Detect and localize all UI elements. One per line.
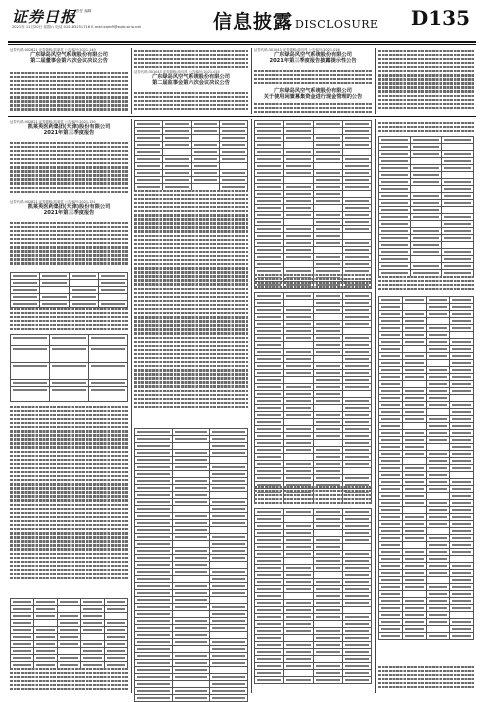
- announcement-title-line-2: 2021年第三季度报告: [43, 210, 95, 217]
- column-divider: [131, 119, 132, 693]
- masthead-rule-thin: [8, 44, 476, 45]
- announcement-title-line-2: 关于使用闲置募集资金进行现金管理的公告: [263, 94, 363, 101]
- text-column-far-right-b: [378, 274, 474, 294]
- text-column-left-d: [10, 404, 128, 594]
- column-divider: [251, 119, 252, 693]
- section-title: [213, 7, 379, 34]
- publication-meta: [76, 9, 92, 13]
- page-number: D135: [410, 6, 470, 30]
- text-column-top-right-b: [254, 101, 372, 114]
- announcement-board-resolution: [10, 48, 128, 64]
- announcement-q3-report-1: [10, 120, 128, 136]
- newspaper-logo: 证券日报: [12, 8, 77, 26]
- text-column-right-b: [254, 484, 372, 506]
- announcement-title-line-1: 广东绿岛风空气系统股份有限公司: [30, 52, 108, 58]
- announcement-supervisor-resolution: [134, 70, 248, 86]
- announcement-head: 证券代码:002821 证券简称:凯莱英 公告编号:2021-151: [10, 200, 96, 204]
- announcement-head: 证券代码:002821 证券简称:凯莱英 公告编号:2021-149: [10, 48, 96, 52]
- data-table-far-right-1: [378, 136, 474, 277]
- data-table-mid-1: [134, 120, 248, 191]
- announcement-head: 证券代码:002821 证券简称:凯莱英 公告编号:2021-150: [10, 120, 96, 124]
- data-table-right-2: [254, 292, 372, 503]
- text-column-top-far-right: [378, 48, 474, 114]
- announcement-title-line-2: 第二届监事会第六次会议决议公告: [152, 80, 230, 87]
- data-table-mid-2: [134, 428, 248, 702]
- masthead-rule: [8, 41, 476, 43]
- announcement-quarterly-report-notice: [254, 48, 372, 64]
- text-column-top-right-a: [254, 68, 372, 88]
- announcement-title-line-2: 2021年第三季度报告披露提示性公告: [269, 58, 357, 65]
- announcement-title-line-1: 广东绿岛风空气系统股份有限公司: [152, 74, 230, 80]
- column-divider: [375, 48, 376, 114]
- text-column-right-a: [254, 272, 372, 290]
- text-column-left-c: [10, 306, 128, 332]
- announcement-head: 证券代码:301043 证券简称:绿岛风 公告编号:2021-015: [134, 70, 220, 74]
- column-divider: [375, 119, 376, 693]
- data-table-left-3: [10, 598, 128, 669]
- announcement-title-line-1: 凯莱英医药集团(天津)股份有限公司: [27, 124, 111, 130]
- text-column-top-left: [10, 70, 128, 112]
- data-table-left-2: [10, 334, 128, 402]
- data-table-right-1: [254, 120, 372, 289]
- text-column-left-a: [10, 140, 128, 198]
- text-column-far-right-a: [378, 120, 474, 134]
- text-column-far-right-c: [378, 664, 474, 692]
- text-column-top-mid-a: [134, 48, 248, 70]
- announcement-title-line-1: 广东绿岛风空气系统股份有限公司: [274, 52, 352, 58]
- data-table-right-3: [254, 508, 372, 684]
- text-column-left-e: [10, 666, 128, 692]
- announcement-title-line-1: 广东绿岛风空气系统股份有限公司: [274, 88, 352, 94]
- section-title-en: DISCLOSURE: [295, 18, 379, 31]
- text-column-mid-a: [134, 188, 248, 426]
- announcement-q3-report-2: [10, 200, 128, 216]
- column-divider: [251, 48, 252, 114]
- announcement-head: 证券代码:301043 证券简称:绿岛风 公告编号:2021-016: [254, 48, 340, 52]
- announcement-cash-management: [254, 88, 372, 100]
- data-table-left-1: [10, 272, 128, 308]
- announcement-title-line-2: 2021年第三季度报告: [43, 130, 95, 137]
- band-divider: [8, 116, 476, 117]
- section-title-cn: 信息披露: [213, 11, 294, 33]
- pub-line-1: 责任 编辑: [76, 9, 92, 13]
- data-table-far-right-2: [378, 296, 474, 640]
- dateline: 2021年 11月20日 星期六 电话 010-83251716 E-mail:zqrb9@zqrb.sina.net: [12, 25, 141, 29]
- announcement-title-line-2: 第二届董事会第六次会议决议公告: [30, 58, 108, 65]
- masthead: [8, 6, 476, 40]
- text-column-top-mid-b: [134, 90, 248, 114]
- text-column-left-b: [10, 220, 128, 270]
- announcement-title-line-1: 凯莱英医药集团(天津)股份有限公司: [27, 204, 111, 210]
- column-divider: [131, 48, 132, 114]
